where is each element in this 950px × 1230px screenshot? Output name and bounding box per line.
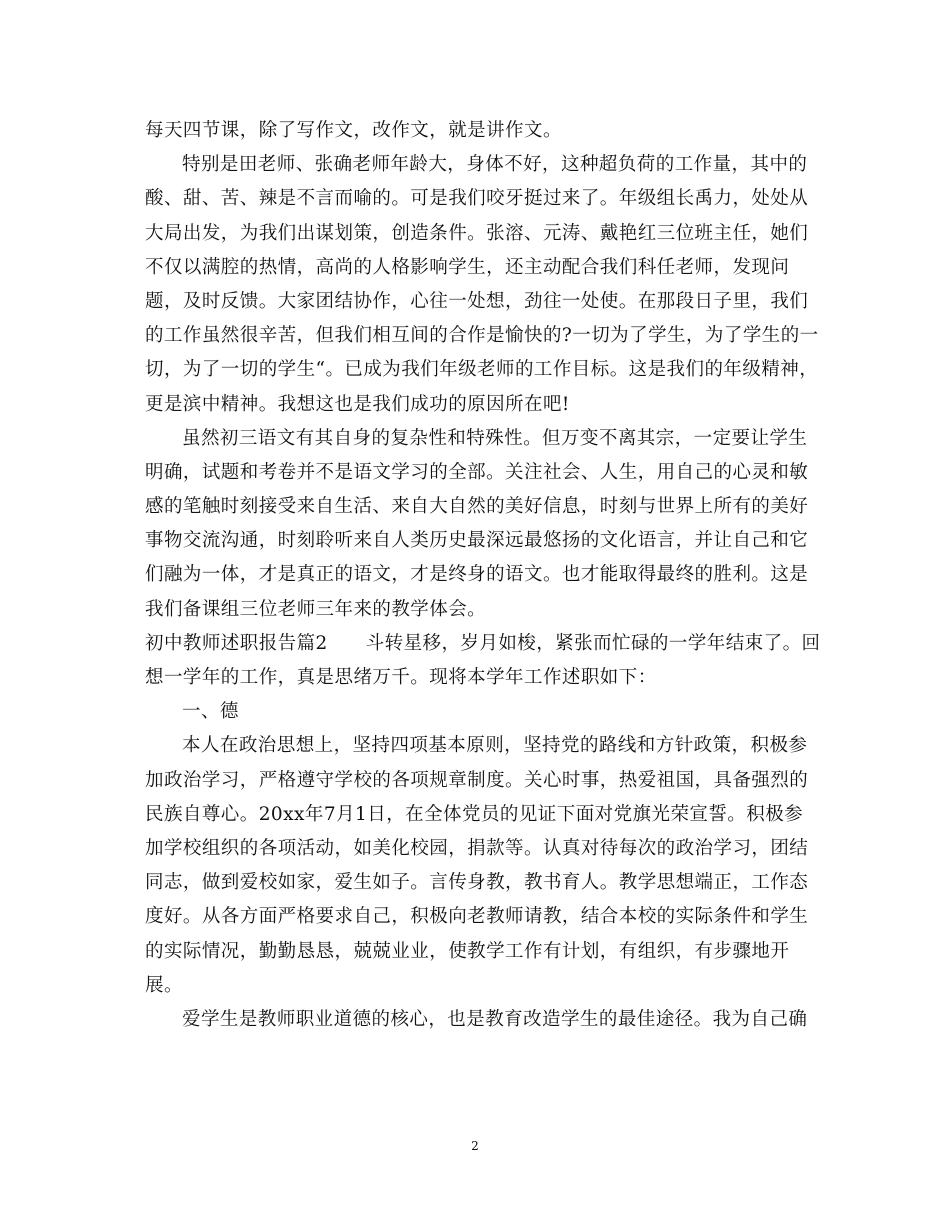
text-line: 酸、甜、苦、辣是不言而喻的。可是我们咬牙挺过来了。年级组长禹力，处处从	[145, 188, 809, 210]
text-line: 不仅以满腔的热情，高尚的人格影响学生，还主动配合我们科任老师，发现问	[145, 256, 790, 278]
text-line: 度好。从各方面严格要求自己，积极向老教师请教，结合本校的实际条件和学生	[145, 906, 809, 928]
text-line: 明确，试题和考卷并不是语文学习的全部。关注社会、人生，用自己的心灵和敏	[145, 461, 809, 483]
section-heading-line: 初中教师述职报告篇2 斗转星移，岁月如梭，紧张而忙碌的一学年结束了。回	[145, 632, 821, 654]
text-line: 的实际情况，勤勤恳恳，兢兢业业，使教学工作有计划，有组织，有步骤地开	[145, 940, 790, 962]
paragraph-start: 特别是田老师、张确老师年龄大，身体不好，这种超负荷的工作量，其中的	[182, 154, 808, 176]
paragraph-start: 本人在政治思想上，坚持四项基本原则，坚持党的路线和方针政策，积极参	[182, 735, 808, 757]
text-line: 每天四节课，除了写作文，改作文，就是讲作文。	[145, 120, 562, 141]
text-line: 更是滨中精神。我想这也是我们成功的原因所在吧!	[145, 393, 570, 415]
text-line: 我们备课组三位老师三年来的教学体会。	[145, 598, 487, 620]
text-line: 的工作虽然很辛苦，但我们相互间的合作是愉快的?一切为了学生，为了学生的一	[145, 325, 819, 347]
text-line: 题，及时反馈。大家团结协作，心往一处想，劲往一处使。在那段日子里，我们	[145, 290, 809, 312]
text-line: 想一学年的工作，真是思绪万千。现将本学年工作述职如下：	[145, 667, 657, 688]
text-line: 加学校组织的各项活动，如美化校园，捐款等。认真对待每次的政治学习，团结	[145, 837, 809, 859]
page-number: 2	[471, 1139, 479, 1153]
text-line: 加政治学习，严格遵守学校的各项规章制度。关心时事，热爱祖国，具备强烈的	[145, 769, 809, 791]
text-line: 感的笔触时刻接受来自生活、来自大自然的美好信息，时刻与世界上所有的美好	[145, 496, 809, 518]
paragraph-start: 虽然初三语文有其自身的复杂性和特殊性。但万变不离其宗，一定要让学生	[182, 427, 808, 449]
text-line: 展。	[145, 974, 183, 996]
text-line: 同志，做到爱校如家，爱生如子。言传身教，教书育人。教学思想端正，工作态	[145, 872, 809, 894]
body-text	[145, 114, 821, 1037]
paragraph-start: 爱学生是教师职业道德的核心，也是教育改造学生的最佳途径。我为自己确	[182, 1008, 808, 1030]
text-line: 大局出发，为我们出谋划策，创造条件。张溶、元涛、戴艳红三位班主任，她们	[145, 222, 809, 244]
section-subheading: 一、德	[182, 701, 239, 723]
text-line: 们融为一体，才是真正的语文，才是终身的语文。也才能取得最终的胜利。这是	[145, 564, 809, 586]
text-line: 事物交流沟通，时刻聆听来自人类历史最深远最悠扬的文化语言，并让自己和它	[145, 530, 809, 552]
text-line: 民族自尊心。20xx年7月1日，在全体党员的见证下面对党旗光荣宣誓。积极参	[145, 803, 804, 825]
text-line: 切，为了一切的学生“。已成为我们年级老师的工作目标。这是我们的年级精神，	[145, 359, 819, 381]
